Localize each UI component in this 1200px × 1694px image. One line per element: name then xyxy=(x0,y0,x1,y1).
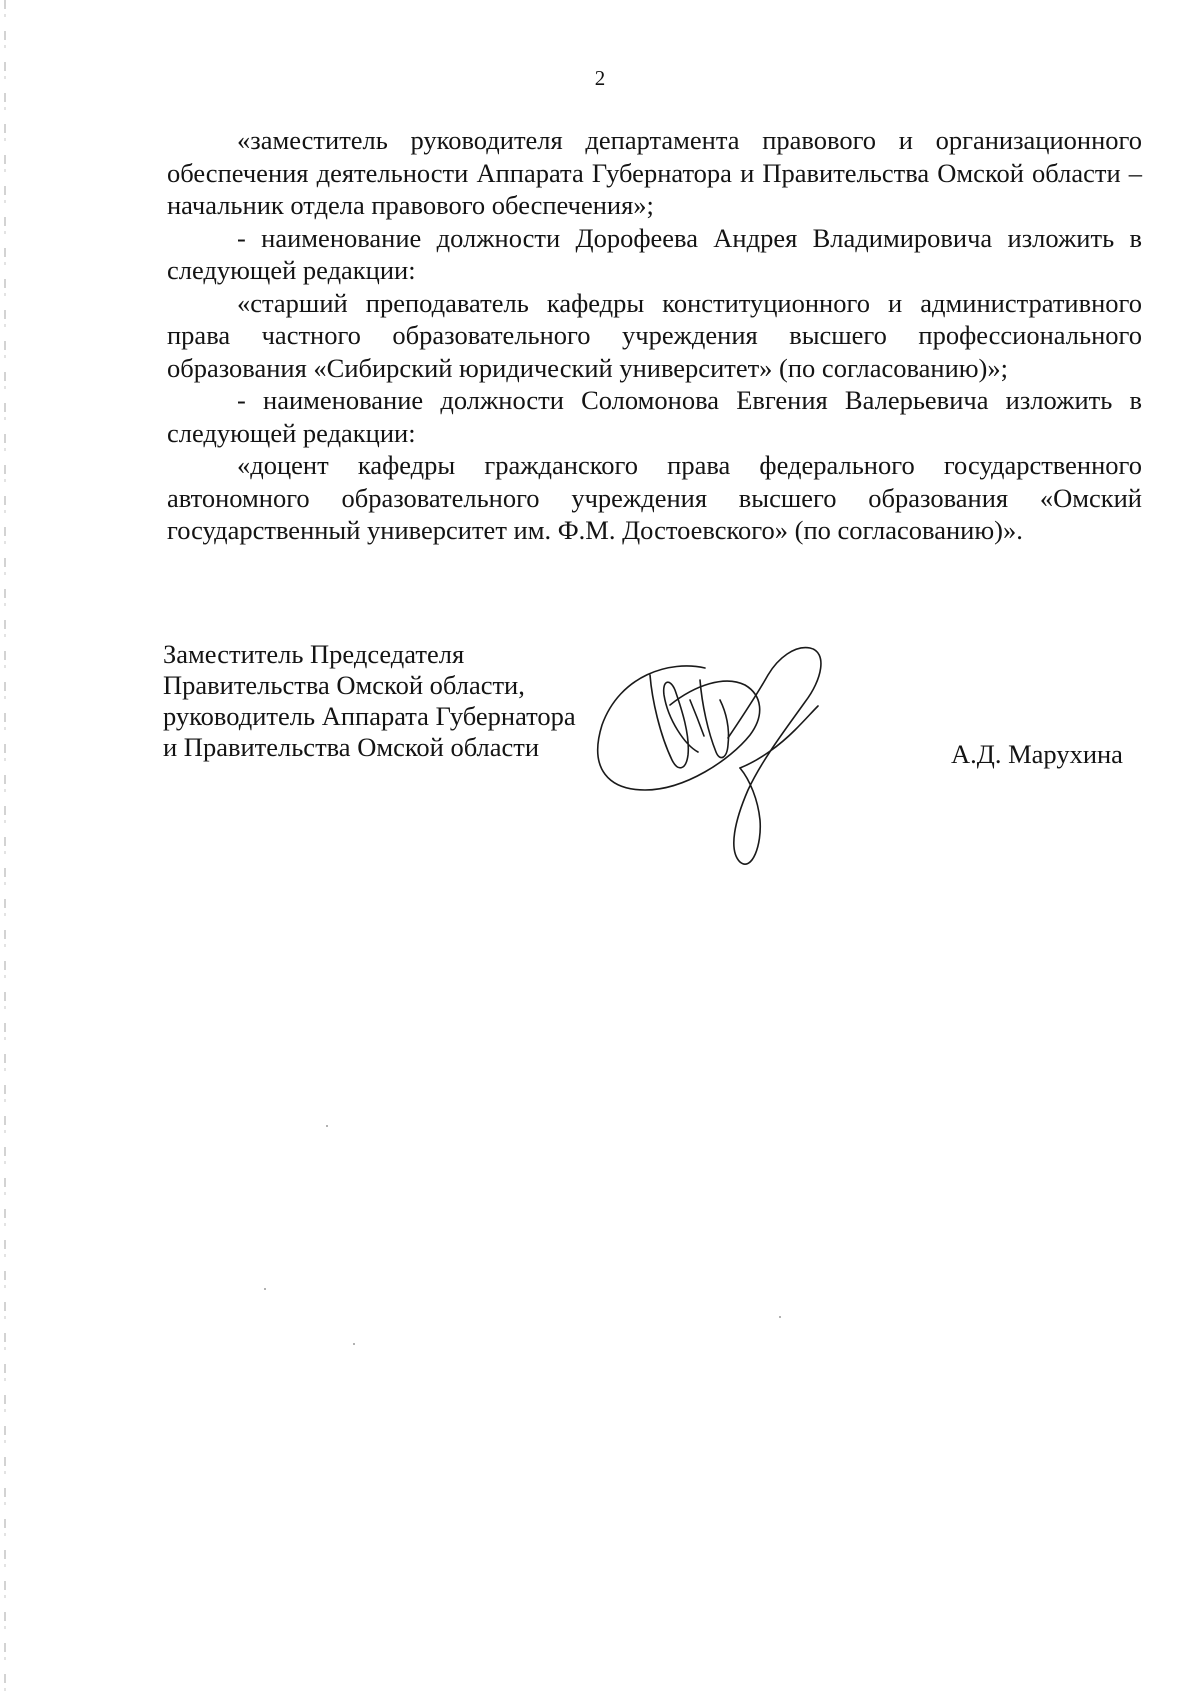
handwritten-signature xyxy=(590,640,890,880)
signatory-title-line: руководитель Аппарата Губернатора xyxy=(163,701,576,731)
document-body xyxy=(167,124,1142,547)
scan-speck xyxy=(264,1288,266,1290)
signatory-title-block xyxy=(163,639,633,763)
paragraph-3: «старший преподаватель кафедры конституционного и административного права частного образовательного учреждения высшего профессионального образования «Сибирский юридический университет» (по согласованию)»; xyxy=(167,287,1142,383)
scan-speck xyxy=(353,1343,355,1345)
paragraph-5: «доцент кафедры гражданского права федерального государственного автономного образовательного учреждения высшего образования «Омский государственный университет им. Ф.М. Достоевского» (по согласованию)». xyxy=(167,450,1142,545)
signatory-title-line: Заместитель Председателя xyxy=(163,639,465,669)
paragraph-4: - наименование должности Соломонова Евгения Валерьевича изложить в следующей редакции: xyxy=(167,385,1142,448)
scan-speck xyxy=(326,1125,328,1127)
page-number: 2 xyxy=(594,66,606,90)
scan-edge-artifact xyxy=(4,0,6,1694)
paragraph-2: - наименование должности Дорофеева Андрея Владимировича изложить в следующей редакции: xyxy=(167,222,1142,285)
scan-speck xyxy=(779,1316,781,1318)
paragraph-1: «заместитель руководителя департамента правового и организационного обеспечения деятельности Аппарата Губернатора и Правительства Омской области – начальник отдела правового обеспечения»; xyxy=(167,125,1142,220)
signatory-title-line: и Правительства Омской области xyxy=(163,732,540,762)
signatory-name: А.Д. Марухина xyxy=(951,739,1123,769)
signatory-title-line: Правительства Омской области, xyxy=(163,670,525,700)
